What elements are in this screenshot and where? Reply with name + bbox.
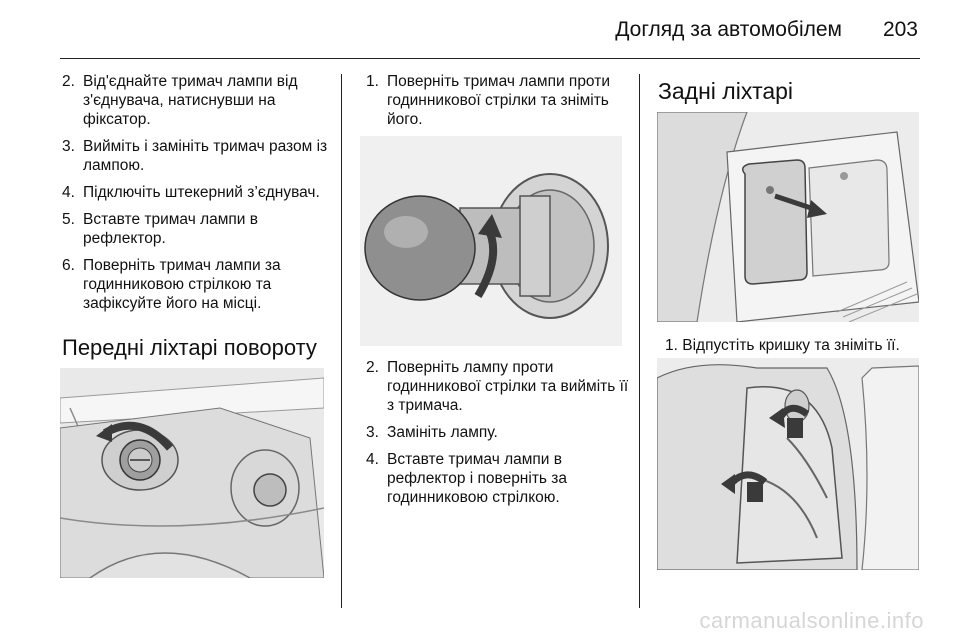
list-item: 6. Поверніть тримач лампи за годинниковою стрілкою та зафіксуйте його на місці. bbox=[62, 257, 281, 312]
trunk-cover-figure bbox=[657, 112, 919, 322]
front-indicator-figure bbox=[60, 368, 324, 578]
middle-column bbox=[366, 72, 634, 137]
steps-list bbox=[366, 72, 634, 129]
column-divider bbox=[341, 74, 342, 608]
left-column bbox=[62, 72, 330, 321]
bulb-holder-figure bbox=[360, 136, 622, 346]
list-item: 3. Вийміть і замініть тримач разом із лампою. bbox=[62, 138, 328, 174]
middle-column-lower bbox=[366, 358, 634, 515]
list-item: 1. Поверніть тримач лампи проти годинникової стрілки та зніміть його. bbox=[366, 73, 610, 128]
rear-light-caption: 1. Відпустіть кришку та зніміть її. bbox=[665, 337, 900, 354]
rear-light-holders-figure bbox=[657, 358, 919, 570]
list-item: 2. Поверніть лампу проти годинникової стрілки та вийміть її з тримача. bbox=[366, 359, 629, 414]
section-title-front-indicators: Передні ліхтарі повороту bbox=[62, 335, 317, 360]
list-item: 4. Вставте тримач лампи в рефлектор і поверніть за годинниковою стрілкою. bbox=[366, 451, 568, 506]
watermark: carmanualsonline.info bbox=[699, 608, 924, 633]
list-item: 4. Підключіть штекерний з’єднувач. bbox=[62, 184, 320, 201]
list-item: 5. Вставте тримач лампи в рефлектор. bbox=[62, 211, 258, 247]
steps-list bbox=[62, 72, 330, 313]
page-number: 203 bbox=[882, 18, 918, 41]
section-title-rear-lights: Задні ліхтарі bbox=[658, 78, 794, 104]
column-divider bbox=[639, 74, 640, 608]
list-item: 2. Від'єднайте тримач лампи від з'єднувача, натиснувши на фіксатор. bbox=[62, 73, 298, 128]
header-title: Догляд за автомобілем bbox=[615, 18, 842, 41]
steps-list bbox=[366, 358, 634, 507]
list-item: 3. Замініть лампу. bbox=[366, 424, 498, 441]
page-header bbox=[60, 0, 920, 59]
